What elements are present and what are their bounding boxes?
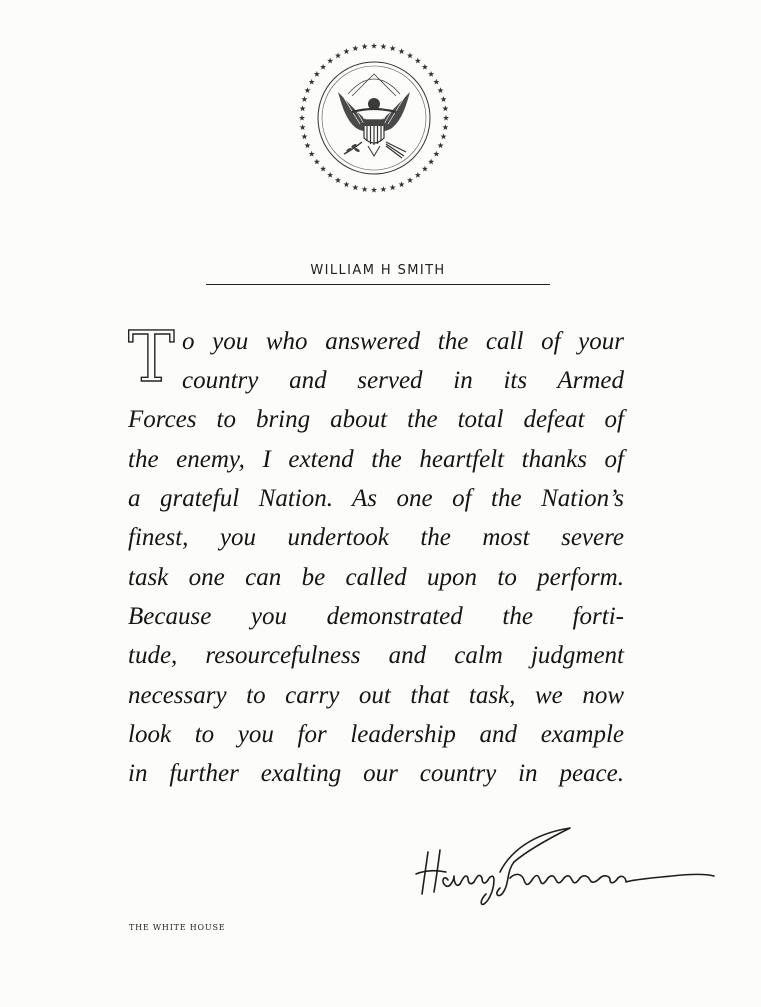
seal-star	[443, 115, 449, 121]
message-line: in further exalting our country in peace.	[128, 760, 624, 787]
seal-star	[304, 87, 310, 93]
seal-star	[352, 184, 358, 190]
seal-star	[441, 133, 447, 139]
recipient-name: WILLIAM H SMITH	[310, 263, 446, 278]
seal-star	[343, 181, 349, 187]
seal-star	[320, 64, 326, 70]
seal-star	[428, 159, 434, 165]
seal-star	[327, 58, 333, 64]
message-line: Forces to bring about the total defeat of	[128, 406, 624, 433]
seal-star	[299, 115, 305, 121]
seal-star	[300, 105, 306, 111]
seal-star	[309, 79, 315, 85]
seal-star	[437, 87, 443, 93]
seal-star	[437, 142, 443, 148]
recipient-underline	[206, 284, 550, 285]
seal-star	[362, 43, 368, 49]
seal-star	[314, 159, 320, 165]
message-line: the enemy, I extend the heartfelt thanks of	[128, 446, 624, 473]
seal-star	[428, 71, 434, 77]
message-line: tude, resourcefulness and calm judgment	[128, 642, 624, 669]
message-line: a grateful Nation. As one of the Nation’s	[128, 485, 624, 512]
seal-star	[399, 48, 405, 54]
seal-star	[442, 105, 448, 111]
message-line: country and served in its Armed	[182, 367, 624, 394]
seal-star	[343, 48, 349, 54]
message-line: finest, you undertook the most severe	[128, 524, 624, 551]
seal-star	[335, 177, 341, 183]
seal-star	[371, 43, 377, 49]
seal-star	[422, 166, 428, 172]
seal-star	[314, 71, 320, 77]
seal-star	[433, 79, 439, 85]
message-line: necessary to carry out that task, we now	[128, 682, 624, 709]
seal-star	[304, 142, 310, 148]
seal-star	[390, 184, 396, 190]
seal-star	[352, 45, 358, 51]
message-line: look to you for leadership and example	[128, 721, 624, 748]
message-line: Because you demonstrated the forti-	[128, 603, 624, 630]
seal-star	[415, 172, 421, 178]
seal-star	[309, 151, 315, 157]
seal-star	[433, 151, 439, 157]
signature-image	[410, 822, 720, 908]
seal-star	[301, 133, 307, 139]
message-line: o you who answered the call of your	[182, 328, 624, 355]
seal-star	[300, 124, 306, 130]
seal-star	[320, 166, 326, 172]
seal-star	[407, 177, 413, 183]
seal-star	[301, 96, 307, 102]
seal-star	[442, 124, 448, 130]
seal-star	[407, 52, 413, 58]
presidential-seal-icon	[290, 34, 458, 202]
seal-star	[335, 52, 341, 58]
seal-star	[380, 186, 386, 192]
seal-star	[390, 45, 396, 51]
footer-the-white-house: THE WHITE HOUSE	[129, 923, 226, 932]
message-line: task one can be called upon to perform.	[128, 564, 624, 591]
seal-star	[327, 172, 333, 178]
seal-star	[441, 96, 447, 102]
seal-star	[422, 64, 428, 70]
drop-cap: T	[128, 316, 175, 398]
seal-star	[362, 186, 368, 192]
seal-star	[415, 58, 421, 64]
seal-star	[371, 187, 377, 193]
seal-star	[399, 181, 405, 187]
seal-star	[380, 43, 386, 49]
